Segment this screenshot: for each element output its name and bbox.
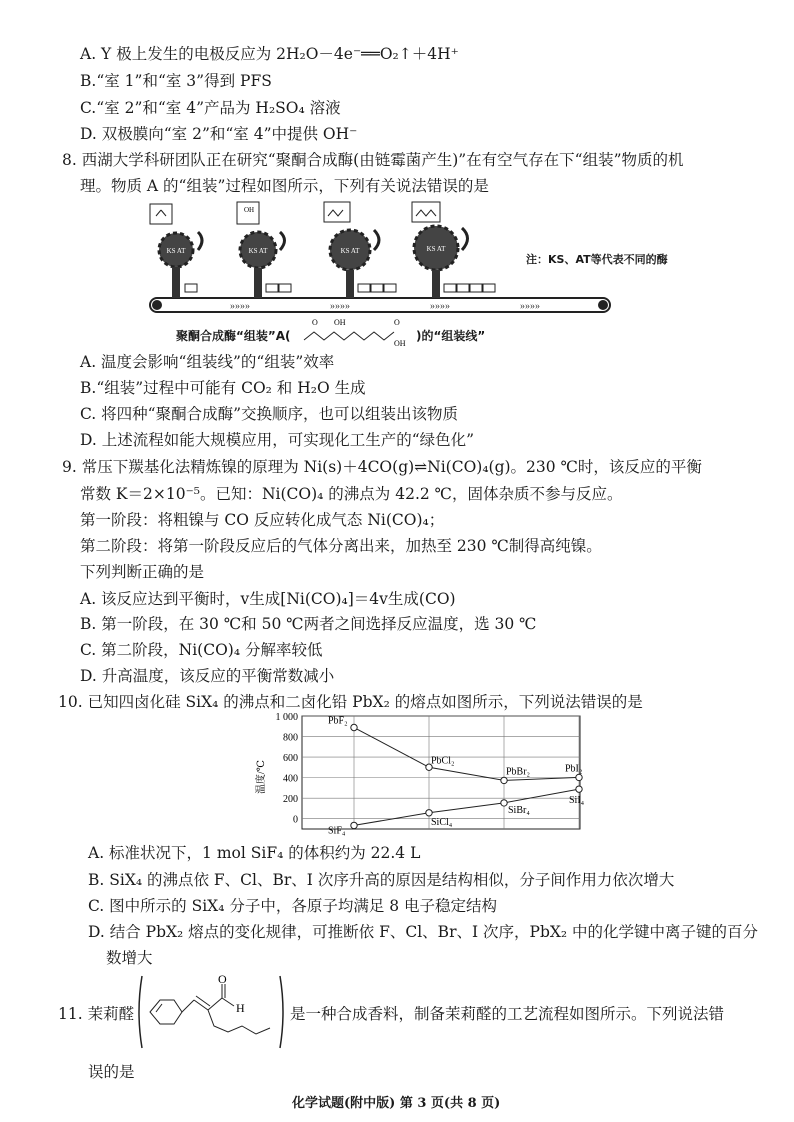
- data-label: SiF₄: [328, 825, 346, 837]
- svg-text:»»»»: »»»»: [520, 301, 540, 312]
- data-point: [351, 822, 357, 828]
- q8-option-c: C. 将四种“聚酮合成酶”交换顺序，也可以组装出该物质: [80, 405, 459, 423]
- y-tick-label: 800: [283, 732, 298, 744]
- data-point: [351, 724, 357, 730]
- gear-station-4: [412, 202, 495, 298]
- svg-text:»»»»: »»»»: [430, 301, 450, 312]
- svg-text:»»»»: »»»»: [230, 301, 250, 312]
- data-point: [501, 777, 507, 783]
- data-label: SiI₄: [569, 795, 585, 807]
- q10-option-d-2: 数增大: [106, 949, 153, 967]
- q9-stage-2: 第二阶段：将第一阶段反应后的气体分离出来，加热至 230 ℃制得高纯镍。: [80, 537, 602, 555]
- compound-a-o1: O: [312, 318, 318, 327]
- svg-text:»»»»: »»»»: [330, 301, 350, 312]
- q10-option-b: B. SiX₄ 的沸点依 F、Cl、Br、I 次序升高的原因是结构相似，分子间作用力依次增大: [88, 871, 675, 889]
- q7-option-d: D. 双极膜向“室 2”和“室 4”中提供 OH⁻: [80, 125, 358, 143]
- chart-ylabel: 温度/℃: [256, 760, 267, 794]
- svg-text:OH: OH: [244, 206, 255, 214]
- y-tick-label: 0: [293, 814, 298, 826]
- compound-a-o2: O: [394, 318, 400, 327]
- q7-option-b: B.“室 1”和“室 3”得到 PFS: [80, 72, 272, 90]
- data-label: PbBr₂: [506, 766, 531, 778]
- q9-stage-1: 第一阶段：将粗镍与 CO 反应转化成气态 Ni(CO)₄；: [80, 511, 445, 529]
- series-line-1: [354, 789, 579, 825]
- compound-a-skeleton: [302, 316, 410, 348]
- q8-option-a: A. 温度会影响“组装线”的“组装”效率: [80, 353, 335, 371]
- q11-stem-end: 误的是: [88, 1063, 135, 1081]
- data-point: [576, 774, 582, 780]
- data-point: [576, 786, 582, 792]
- q9-option-c: C. 第二阶段，Ni(CO)₄ 分解率较低: [80, 641, 323, 659]
- svg-text:KS AT: KS AT: [248, 247, 268, 255]
- y-tick-label: 600: [283, 753, 298, 765]
- q8-stem-2: 理。物质 A 的“组装”过程如图所示，下列有关说法错误的是: [80, 177, 489, 195]
- gear-station-2: [237, 202, 291, 298]
- q9-stem-2: 常数 K＝2×10⁻⁵。已知：Ni(CO)₄ 的沸点为 42.2 ℃，固体杂质不参与反应。: [80, 485, 623, 503]
- svg-text:KS AT: KS AT: [340, 247, 360, 255]
- aldehyde-h: H: [236, 1001, 245, 1015]
- gear-station-3: [324, 202, 396, 298]
- y-tick-label: 200: [283, 794, 298, 806]
- q7-option-c: C.“室 2”和“室 4”产品为 H₂SO₄ 溶液: [80, 99, 341, 117]
- data-label: SiBr₄: [508, 804, 530, 816]
- q10-option-c: C. 图中所示的 SiX₄ 分子中，各原子均满足 8 电子稳定结构: [88, 897, 498, 915]
- aldehyde-o: O: [218, 972, 227, 986]
- jasminaldehyde-structure: [136, 972, 286, 1052]
- y-tick-label: 1 000: [275, 712, 298, 723]
- data-label: SiCl₄: [431, 816, 453, 828]
- svg-text:KS AT: KS AT: [166, 247, 186, 255]
- compound-a-oh2: OH: [394, 339, 406, 348]
- page-footer: 化学试题(附中版) 第 3 页(共 8 页): [292, 1096, 501, 1111]
- q8-figure-note: 注：KS、AT等代表不同的酶: [526, 253, 668, 266]
- q9-ask: 下列判断正确的是: [80, 563, 205, 581]
- data-label: PbCl₂: [431, 755, 455, 767]
- q8-stem-1: 8. 西湖大学科研团队正在研究“聚酮合成酶(由链霉菌产生)”在有空气存在下“组装”物质的机: [62, 151, 684, 169]
- q8-caption-left: 聚酮合成酶“组装”A(: [176, 329, 291, 343]
- data-point: [426, 810, 432, 816]
- conveyor-belt: [150, 298, 610, 312]
- q10-option-d-1: D. 结合 PbX₂ 熔点的变化规律，可推断依 F、Cl、Br、I 次序，PbX₂ 中的化学键中离子键的百分: [88, 923, 759, 941]
- q9-stem-1: 9. 常压下羰基化法精炼镍的原理为 Ni(s)＋4CO(g)⇌Ni(CO)₄(g)。230 ℃时，该反应的平衡: [62, 458, 702, 476]
- q7-option-a: A. Y 极上发生的电极反应为 2H₂O－4e⁻══O₂↑＋4H⁺: [80, 45, 459, 63]
- series-line-0: [354, 728, 579, 781]
- q8-option-d: D. 上述流程如能大规模应用，可实现化工生产的“绿色化”: [80, 431, 475, 449]
- q11-number: 11. 茉莉醛: [58, 1005, 135, 1023]
- melting-boiling-chart: [258, 712, 588, 836]
- y-tick-label: 400: [283, 773, 298, 785]
- data-label: PbF₂: [328, 715, 348, 727]
- q9-option-a: A. 该反应达到平衡时，v生成[Ni(CO)₄]＝4v生成(CO): [80, 590, 456, 608]
- q10-stem: 10. 已知四卤化硅 SiX₄ 的沸点和二卤化铅 PbX₂ 的熔点如图所示，下列说法错误的是: [58, 693, 643, 711]
- q11-stem-rest: 是一种合成香料，制备茉莉醛的工艺流程如图所示。下列说法错: [290, 1005, 725, 1023]
- data-point: [501, 800, 507, 806]
- q8-option-b: B.“组装”过程中可能有 CO₂ 和 H₂O 生成: [80, 379, 366, 397]
- q10-option-a: A. 标准状况下，1 mol SiF₄ 的体积约为 22.4 L: [88, 844, 421, 862]
- compound-a-oh1: OH: [334, 318, 346, 327]
- svg-text:KS AT: KS AT: [426, 245, 446, 253]
- q8-caption-right: )的“组装线”: [416, 329, 486, 343]
- data-label: PbI₂: [565, 763, 583, 775]
- q9-option-d: D. 升高温度，该反应的平衡常数减小: [80, 667, 335, 685]
- q9-option-b: B. 第一阶段，在 30 ℃和 50 ℃两者之间选择反应温度，选 30 ℃: [80, 615, 537, 633]
- gear-station-1: [150, 204, 202, 298]
